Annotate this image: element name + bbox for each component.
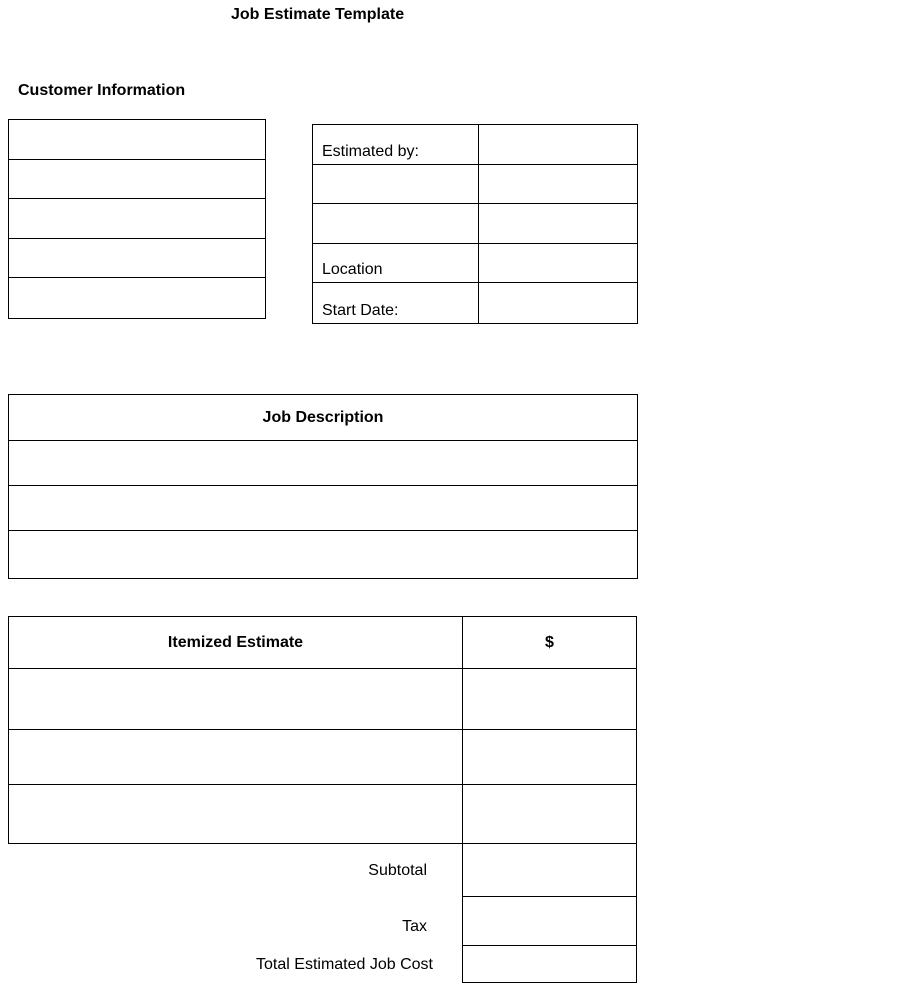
customer-info-field-5[interactable] — [9, 278, 265, 318]
start-date-row — [313, 283, 637, 323]
customer-info-field-1[interactable] — [9, 120, 265, 160]
customer-info-table — [8, 119, 266, 319]
itemized-estimate-heading-cell — [9, 617, 463, 668]
customer-info-field-3[interactable] — [9, 199, 265, 239]
job-description-table — [8, 394, 638, 579]
job-description-line-2[interactable] — [9, 486, 637, 531]
estimated-by-label: Estimated by: — [313, 125, 479, 164]
estimate-amount-field[interactable] — [463, 669, 636, 729]
location-row — [313, 244, 637, 284]
tax-label: Tax — [402, 918, 427, 935]
estimate-detail-field[interactable] — [479, 204, 637, 243]
estimated-by-row — [313, 125, 637, 165]
estimate-detail-row — [313, 165, 637, 205]
total-estimated-job-cost-label: Total Estimated Job Cost — [256, 956, 433, 973]
estimate-details-table — [312, 124, 638, 324]
estimated-by-field[interactable] — [479, 125, 637, 164]
tax-field[interactable] — [463, 897, 636, 946]
page-title: Job Estimate Template — [231, 6, 405, 23]
customer-information-heading: Customer Information — [18, 82, 186, 99]
estimate-detail-label — [313, 204, 479, 243]
location-field[interactable] — [479, 244, 637, 283]
estimate-detail-row — [313, 204, 637, 244]
estimate-amount-field[interactable] — [463, 785, 636, 843]
job-description-header — [9, 395, 637, 441]
amount-heading-cell — [463, 617, 636, 668]
itemized-estimate-header — [9, 617, 636, 669]
estimate-item-field[interactable] — [9, 669, 463, 729]
totals-column — [462, 842, 637, 983]
amount-heading: $ — [545, 633, 554, 651]
total-field[interactable] — [463, 946, 636, 982]
estimate-amount-field[interactable] — [463, 730, 636, 784]
estimate-item-row — [9, 785, 636, 843]
start-date-label: Start Date: — [313, 283, 479, 323]
location-label: Location — [313, 244, 479, 283]
subtotal-label: Subtotal — [368, 862, 427, 879]
estimate-item-field[interactable] — [9, 730, 463, 784]
start-date-field[interactable] — [479, 283, 637, 323]
estimate-detail-label — [313, 165, 479, 204]
customer-info-field-2[interactable] — [9, 160, 265, 200]
itemized-estimate-table — [8, 616, 637, 844]
customer-info-field-4[interactable] — [9, 239, 265, 279]
job-description-line-3[interactable] — [9, 531, 637, 578]
itemized-estimate-heading: Itemized Estimate — [167, 633, 304, 651]
job-description-line-1[interactable] — [9, 441, 637, 486]
estimate-item-row — [9, 730, 636, 785]
subtotal-field[interactable] — [463, 842, 636, 897]
estimate-item-field[interactable] — [9, 785, 463, 843]
job-description-heading: Job Description — [262, 408, 384, 426]
estimate-item-row — [9, 669, 636, 730]
estimate-detail-field[interactable] — [479, 165, 637, 204]
